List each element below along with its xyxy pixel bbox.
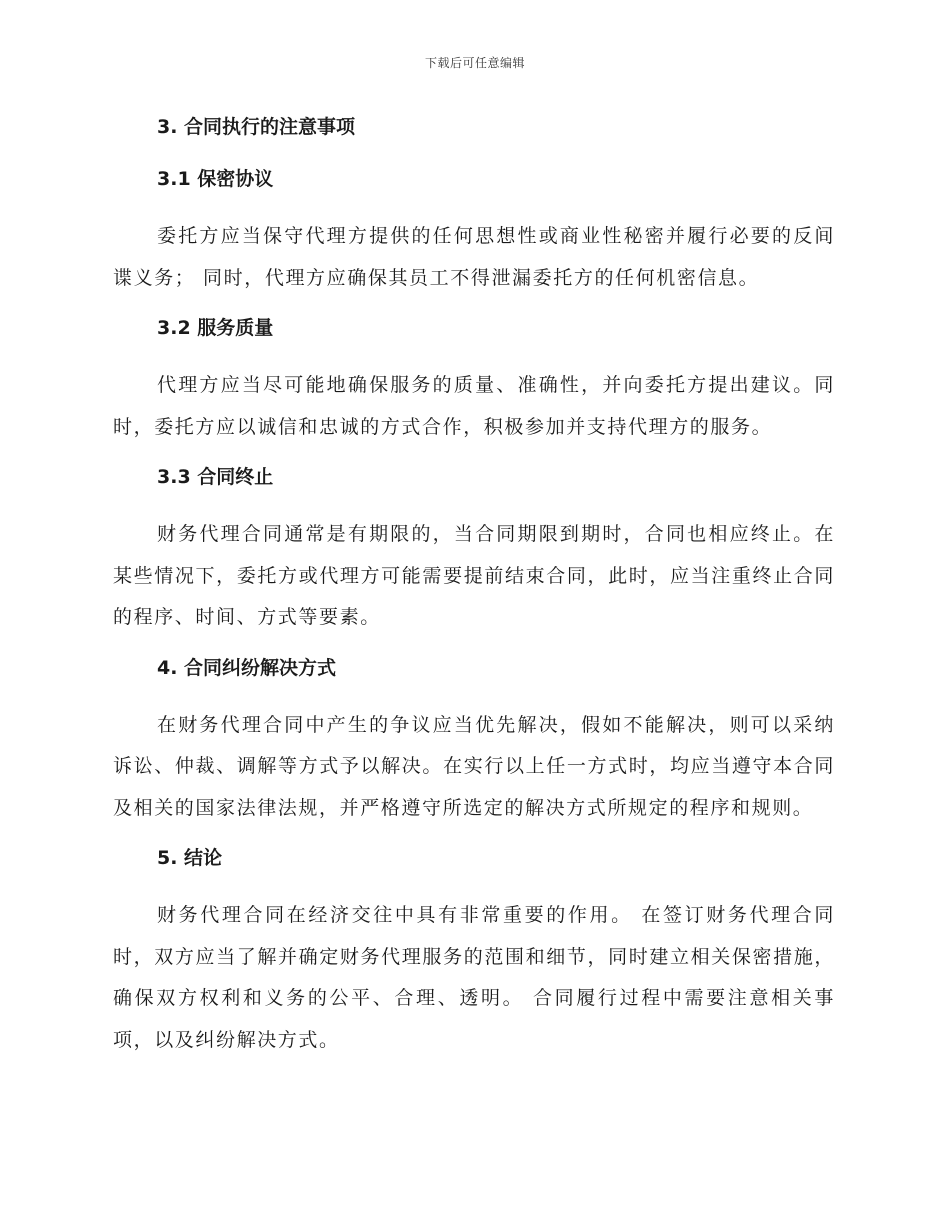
document-body	[113, 112, 835, 1061]
section-heading-3-1: 3.1 保密协议	[157, 168, 274, 190]
paragraph-3-1: 委托方应当保守代理方提供的任何思想性或商业性秘密并履行必要的反间谍义务； 同时，代理方应确保其员工不得泄漏委托方的任何机密信息。	[113, 225, 835, 289]
section-heading-3-2: 3.2 服务质量	[157, 317, 274, 339]
section-heading-4: 4. 合同纠纷解决方式	[157, 656, 337, 679]
section-heading-3: 3. 合同执行的注意事项	[157, 116, 356, 138]
paragraph-3-2: 代理方应当尽可能地确保服务的质量、准确性，并向委托方提出建议。同时，委托方应以诚信和忠诚的方式合作，积极参加并支持代理方的服务。	[113, 374, 835, 438]
paragraph-5: 财务代理合同在经济交往中具有非常重要的作用。 在签订财务代理合同时，双方应当了解并确定财务代理服务的范围和细节，同时建立相关保密措施，确保双方权利和义务的公平、合理、透明。 合同履行过程中需要注意相关事项，以及纠纷解决方式。	[113, 904, 835, 1051]
paragraph-3-3: 财务代理合同通常是有期限的，当合同期限到期时，合同也相应终止。在某些情况下，委托方或代理方可能需要提前结束合同，此时，应当注重终止合同的程序、时间、方式等要素。	[113, 523, 835, 628]
section-heading-5: 5. 结论	[157, 847, 223, 869]
header-note: 下载后可任意编辑	[424, 56, 525, 70]
section-heading-3-3: 3.3 合同终止	[157, 466, 274, 488]
paragraph-4: 在财务代理合同中产生的争议应当优先解决，假如不能解决，则可以采纳诉讼、仲裁、调解等方式予以解决。在实行以上任一方式时，均应当遵守本合同及相关的国家法律法规，并严格遵守所选定的解决方式所规定的程序和规则。	[113, 713, 835, 819]
